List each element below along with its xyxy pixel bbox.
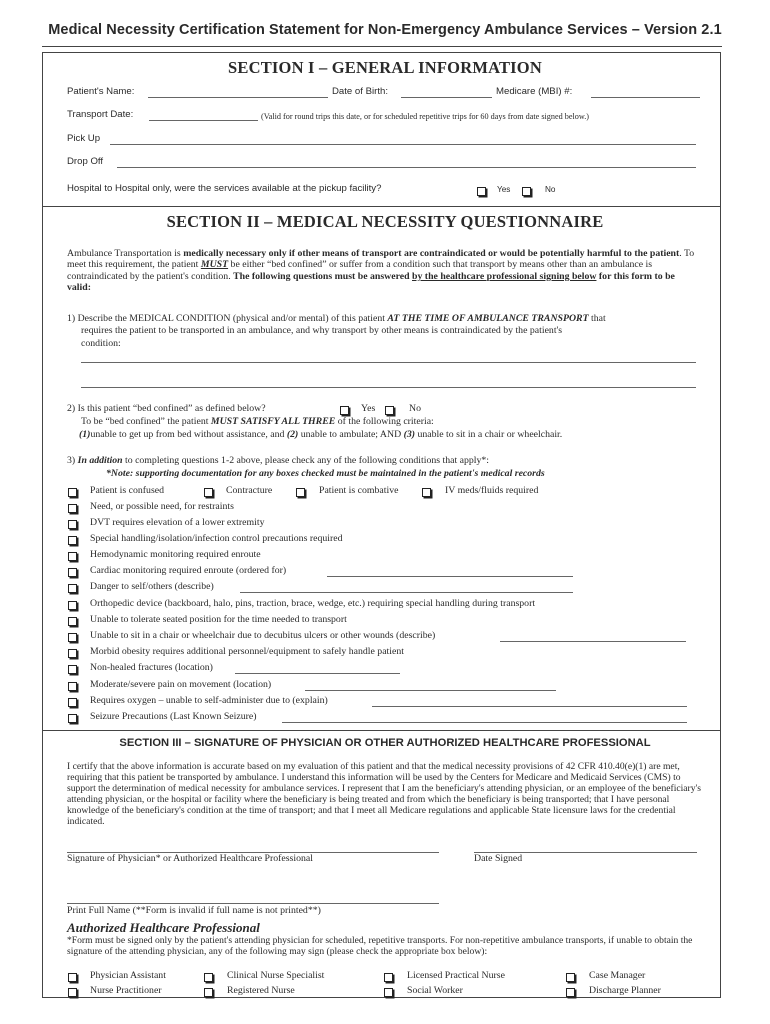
- role-label: Clinical Nurse Specialist: [227, 970, 325, 981]
- condition-checkbox[interactable]: [68, 552, 77, 561]
- role-label: Nurse Practitioner: [90, 985, 162, 996]
- social-worker-checkbox[interactable]: [384, 988, 393, 997]
- dropoff-field[interactable]: [117, 167, 696, 168]
- condition-checkbox[interactable]: [68, 665, 77, 674]
- contracture-label: Contracture: [226, 485, 273, 496]
- dob-field[interactable]: [401, 97, 492, 98]
- medical-condition-field-2[interactable]: [81, 387, 696, 388]
- role-label: Case Manager: [589, 970, 646, 981]
- question-3: 3) In addition to completing questions 1-2 above, please check any of the following conditions that apply*:: [67, 455, 490, 466]
- medicare-field[interactable]: [591, 97, 700, 98]
- form-title: Medical Necessity Certification Statement for Non-Emergency Ambulance Services – Version 2.1: [48, 22, 722, 38]
- transport-date-label: Transport Date:: [67, 109, 134, 120]
- role-label: Licensed Practical Nurse: [407, 970, 505, 981]
- h2h-yes-checkbox[interactable]: [477, 187, 486, 196]
- bed-confined-no-label: No: [409, 403, 421, 414]
- condition-label: Unable to tolerate seated position for the time needed to transport: [90, 614, 347, 625]
- oxygen-explain-field[interactable]: [372, 706, 687, 707]
- condition-label: Orthopedic device (backboard, halo, pins, traction, brace, wedge, etc.) requiring special handling during transport: [90, 598, 536, 609]
- condition-checkbox[interactable]: [68, 617, 77, 626]
- condition-checkbox[interactable]: [68, 682, 77, 691]
- print-name-field[interactable]: [67, 903, 439, 904]
- condition-checkbox[interactable]: [68, 649, 77, 658]
- contracture-checkbox[interactable]: [204, 488, 213, 497]
- iv-meds-checkbox[interactable]: [422, 488, 431, 497]
- question-1-line2: requires the patient to be transported in an ambulance, and why transport by other means is contraindicated by the patient's: [81, 325, 563, 336]
- condition-label: Need, or possible need, for restraints: [90, 501, 234, 512]
- role-label: Registered Nurse: [227, 985, 295, 996]
- condition-label: Danger to self/others (describe): [90, 581, 214, 592]
- condition-checkbox[interactable]: [68, 584, 77, 593]
- section1-heading: SECTION I – GENERAL INFORMATION: [228, 58, 542, 77]
- decubitus-describe-field[interactable]: [500, 641, 686, 642]
- condition-label: Morbid obesity requires additional personnel/equipment to safely handle patient: [90, 646, 404, 657]
- h2h-no-label: No: [545, 185, 556, 194]
- dob-label: Date of Birth:: [332, 86, 388, 97]
- ahp-note: *Form must be signed only by the patient's attending physician for scheduled, repetitive transports. For non-repetitive ambulance transports, if unable to obtain the signature of the attending physician, any of the following may sign (please check the appropriate box below):: [67, 935, 693, 957]
- print-name-label: Print Full Name (**Form is invalid if full name is not printed**): [67, 905, 321, 916]
- role-label: Physician Assistant: [90, 970, 166, 981]
- danger-describe-field[interactable]: [240, 592, 573, 593]
- ahp-heading: Authorized Healthcare Professional: [67, 920, 260, 935]
- medical-condition-field-1[interactable]: [81, 362, 696, 363]
- pain-location-field[interactable]: [305, 690, 556, 691]
- section3-heading: SECTION III – SIGNATURE OF PHYSICIAN OR OTHER AUTHORIZED HEALTHCARE PROFESSIONAL: [119, 737, 651, 749]
- signature-label: Signature of Physician* or Authorized Healthcare Professional: [67, 853, 313, 864]
- condition-label: Cardiac monitoring required enroute (ordered for): [90, 565, 287, 576]
- role-label: Social Worker: [407, 985, 463, 996]
- h2h-no-checkbox[interactable]: [522, 187, 531, 196]
- date-signed-label: Date Signed: [474, 853, 523, 864]
- condition-checkbox[interactable]: [68, 633, 77, 642]
- h2h-question: Hospital to Hospital only, were the services available at the pickup facility?: [67, 183, 382, 194]
- licensed-practical-nurse-checkbox[interactable]: [384, 973, 393, 982]
- transport-note: (Valid for round trips this date, or for scheduled repetitive trips for 60 days from date signed below.): [261, 112, 590, 121]
- combative-checkbox[interactable]: [296, 488, 305, 497]
- question-1-line3: condition:: [81, 338, 121, 349]
- patient-name-label: Patient's Name:: [67, 86, 135, 97]
- bed-confined-yes-checkbox[interactable]: [340, 406, 349, 415]
- patient-name-field[interactable]: [148, 97, 328, 98]
- condition-label: Special handling/isolation/infection control precautions required: [90, 533, 343, 544]
- condition-label: Requires oxygen – unable to self-administer due to (explain): [90, 695, 328, 706]
- bed-confined-yes-label: Yes: [361, 403, 376, 414]
- question-2: 2) Is this patient “bed confined” as defined below?: [67, 403, 266, 414]
- section-divider: [42, 206, 721, 207]
- condition-label: Hemodynamic monitoring required enroute: [90, 549, 261, 560]
- cardiac-monitoring-field[interactable]: [327, 576, 573, 577]
- section2-intro: Ambulance Transportation is medically necessary only if other means of transport are contraindicated or would be potentially harmful to the patient. To meet this requirement, the patient MUST be either “bed confined” or suffer from a condition such that transport by means other than an ambulance is contraindicated by the patient's condition. The following questions must be answered by the healthcare professional signing below for this form to be valid:: [67, 248, 695, 294]
- case-manager-checkbox[interactable]: [566, 973, 575, 982]
- condition-checkbox[interactable]: [68, 536, 77, 545]
- section-divider: [42, 730, 721, 731]
- confused-label: Patient is confused: [90, 485, 165, 496]
- pickup-field[interactable]: [110, 144, 696, 145]
- physician-assistant-checkbox[interactable]: [68, 973, 77, 982]
- h2h-yes-label: Yes: [497, 185, 511, 194]
- condition-label: Non-healed fractures (location): [90, 662, 213, 673]
- condition-checkbox[interactable]: [68, 714, 77, 723]
- condition-label: DVT requires elevation of a lower extremity: [90, 517, 265, 528]
- question-2-criteria: To be “bed confined” the patient MUST SATISFY ALL THREE of the following criteria:: [81, 416, 434, 427]
- question-1: 1) Describe the MEDICAL CONDITION (physical and/or mental) of this patient AT THE TIME OF AMBULANCE TRANSPORT that: [67, 313, 606, 324]
- clinical-nurse-specialist-checkbox[interactable]: [204, 973, 213, 982]
- role-label: Discharge Planner: [589, 985, 661, 996]
- condition-checkbox[interactable]: [68, 601, 77, 610]
- bed-confined-no-checkbox[interactable]: [385, 406, 394, 415]
- discharge-planner-checkbox[interactable]: [566, 988, 575, 997]
- combative-label: Patient is combative: [319, 485, 399, 496]
- condition-label: Unable to sit in a chair or wheelchair due to decubitus ulcers or other wounds (describe): [90, 630, 436, 641]
- fractures-location-field[interactable]: [235, 673, 400, 674]
- condition-checkbox[interactable]: [68, 568, 77, 577]
- nurse-practitioner-checkbox[interactable]: [68, 988, 77, 997]
- dropoff-label: Drop Off: [67, 156, 104, 167]
- registered-nurse-checkbox[interactable]: [204, 988, 213, 997]
- certification-text: I certify that the above information is accurate based on my evaluation of this patient and that the medical necessity provisions of 42 CFR 410.40(e)(1) are met, requiring that this patient be transported by ambulance. I understand this information will be used by the Centers for Medicare and Medicaid Services (CMS) to support the determination of medical necessity for ambulance services. I represent that I am the beneficiary's attending physician, or an employee of the beneficiary's attending physician, or the hospital or facility where the beneficiary is being treated and from which the beneficiary is being transported; that I have personal knowledge of the beneficiary's condition at the time of transport; and that I meet all Medicare regulations and applicable State licensure laws for the credential indicated.: [67, 761, 702, 827]
- title-rule: [42, 46, 722, 47]
- condition-checkbox[interactable]: [68, 504, 77, 513]
- iv-meds-label: IV meds/fluids required: [445, 485, 539, 496]
- pickup-label: Pick Up: [67, 133, 101, 144]
- medicare-label: Medicare (MBI) #:: [496, 86, 573, 97]
- condition-checkbox[interactable]: [68, 698, 77, 707]
- transport-date-field[interactable]: [149, 120, 258, 121]
- condition-label: Moderate/severe pain on movement (location): [90, 679, 272, 690]
- question-2-criteria-list: (1)unable to get up from bed without assistance, and (2) unable to ambulate; AND (3) unable to sit in a chair or wheelchair.: [79, 429, 563, 440]
- question-3-note: *Note: supporting documentation for any boxes checked must be maintained in the patient's medical records: [106, 468, 545, 479]
- section2-heading: SECTION II – MEDICAL NECESSITY QUESTIONNAIRE: [166, 212, 604, 231]
- seizure-field[interactable]: [282, 722, 687, 723]
- condition-checkbox[interactable]: [68, 520, 77, 529]
- confused-checkbox[interactable]: [68, 488, 77, 497]
- condition-label: Seizure Precautions (Last Known Seizure): [90, 711, 257, 722]
